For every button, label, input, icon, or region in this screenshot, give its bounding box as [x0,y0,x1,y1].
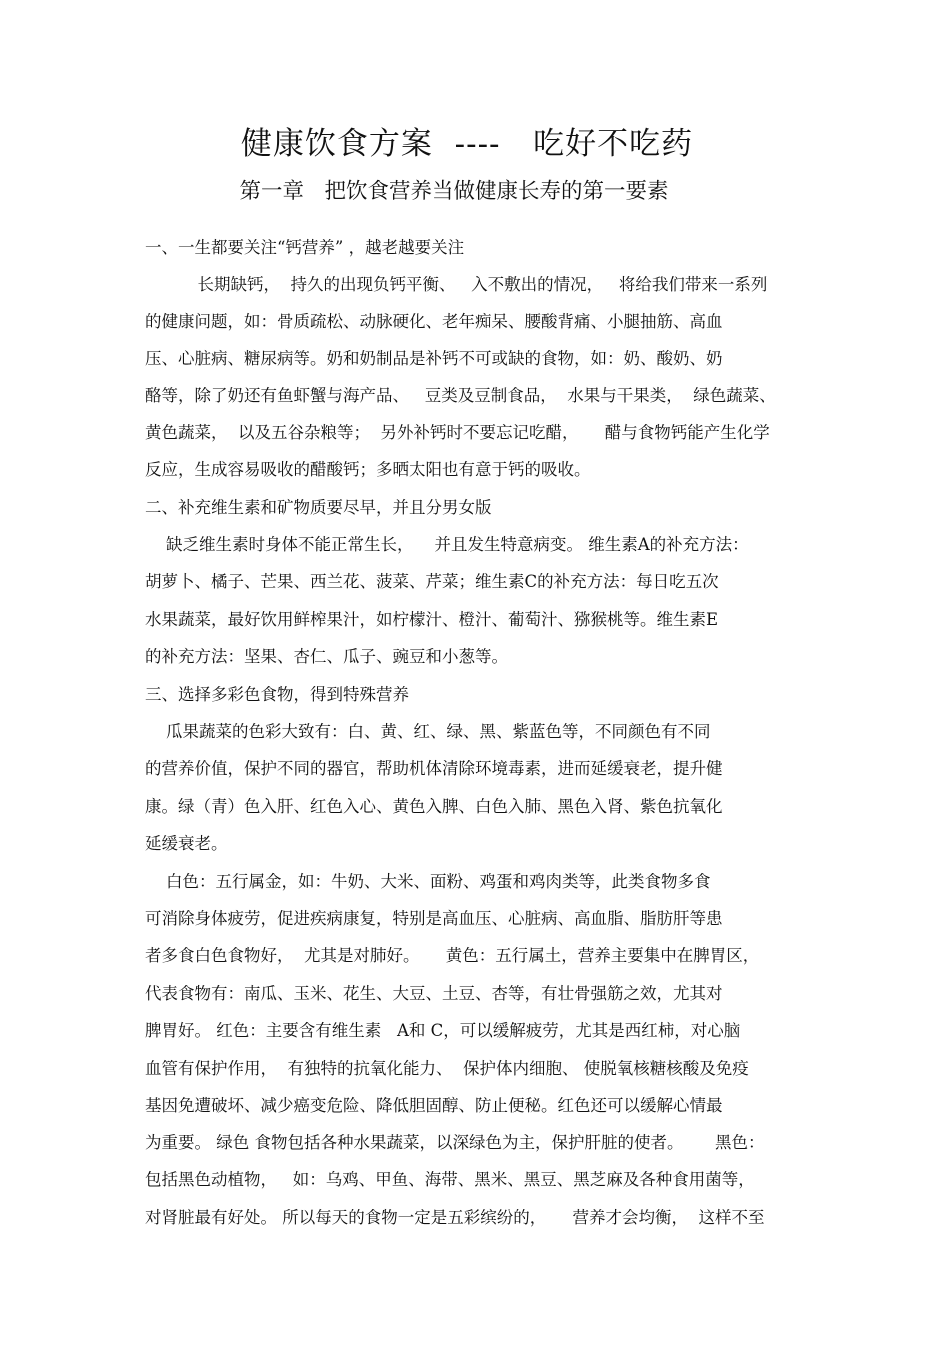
text-line: 代表食物有：南瓜、玉米、花生、大豆、土豆、杏等，有壮骨强筋之效，尤其对 [145,984,723,1003]
text-line: 血管有保护作用， 有独特的抗氧化能力、 保护体内细胞、 使脱氧核糖核酸及免疫 [145,1059,749,1078]
text-line: 瓜果蔬菜的色彩大致有：白、黄、红、绿、黑、紫蓝色等，不同颜色有不同 [145,722,711,741]
text-line: 反应，生成容易吸收的醋酸钙；多晒太阳也有意于钙的吸收。 [145,460,591,479]
text-line: 胡萝卜、橘子、芒果、西兰花、菠菜、芹菜；维生素C的补充方法：每日吃五次 [145,572,719,591]
text-line: 水果蔬菜，最好饮用鲜榨果汁，如柠檬汁、橙汁、葡萄汁、猕猴桃等。维生素E [145,610,719,629]
text-line: 黄色蔬菜， 以及五谷杂粮等； 另外补钙时不要忘记吃醋， 醋与食物钙能产生化学 [145,423,770,442]
document-title: 健康饮食方案 ---- 吃好不吃药 [240,126,694,162]
chapter-title: 第一章 把饮食营养当做健康长寿的第一要素 [239,179,669,204]
text-line: 白色：五行属金，如：牛奶、大米、面粉、鸡蛋和鸡肉类等，此类食物多食 [145,872,711,891]
text-line: 的营养价值，保护不同的器官，帮助机体清除环境毒素，进而延缓衰老，提升健 [145,759,723,778]
text-line: 酪等，除了奶还有鱼虾蟹与海产品、 豆类及豆制食品， 水果与干果类， 绿色蔬菜、 [145,386,776,405]
text-line: 一、一生都要关注“钙营养” ，越老越要关注 [145,238,465,257]
text-line: 三、选择多彩色食物，得到特殊营养 [145,685,409,704]
text-line: 可消除身体疲劳，促进疾病康复，特别是高血压、心脏病、高血脂、脂肪肝等患 [145,909,723,928]
text-line: 包括黑色动植物， 如：乌鸡、甲鱼、海带、黑米、黑豆、黑芝麻及各种食用菌等， [145,1170,755,1189]
text-line: 者多食白色食物好， 尤其是对肺好。 黄色：五行属土，营养主要集中在脾胃区， [145,946,760,965]
text-line: 缺乏维生素时身体不能正常生长， 并且发生特意病变。 维生素A的补充方法： [145,535,749,554]
text-line: 压、心脏病、糖尿病等。奶和奶制品是补钙不可或缺的食物，如：奶、酸奶、奶 [145,349,723,368]
text-line: 康。绿（青）色入肝、红色入心、黄色入脾、白色入肺、黑色入肾、紫色抗氧化 [145,797,723,816]
text-line: 脾胃好。 红色：主要含有维生素 A和 C，可以缓解疲劳，尤其是西红柿，对心脑 [145,1021,741,1040]
text-line: 延缓衰老。 [145,834,228,853]
text-line: 二、补充维生素和矿物质要尽早，并且分男女版 [145,498,492,517]
text-line: 为重要。 绿色 食物包括各种水果蔬菜，以深绿色为主，保护肝脏的使者。 黑色： [145,1133,765,1152]
text-line: 长期缺钙， 持久的出现负钙平衡、 入不敷出的情况， 将给我们带来一系列 [145,275,768,294]
text-line: 基因免遭破坏、减少癌变危险、降低胆固醇、防止便秘。红色还可以缓解心情最 [145,1096,723,1115]
text-line: 的补充方法：坚果、杏仁、瓜子、豌豆和小葱等。 [145,647,508,666]
text-line: 对肾脏最有好处。 所以每天的食物一定是五彩缤纷的， 营养才会均衡， 这样不至 [145,1208,765,1227]
text-line: 的健康问题，如：骨质疏松、动脉硬化、老年痴呆、腰酸背痛、小腿抽筋、高血 [145,312,723,331]
